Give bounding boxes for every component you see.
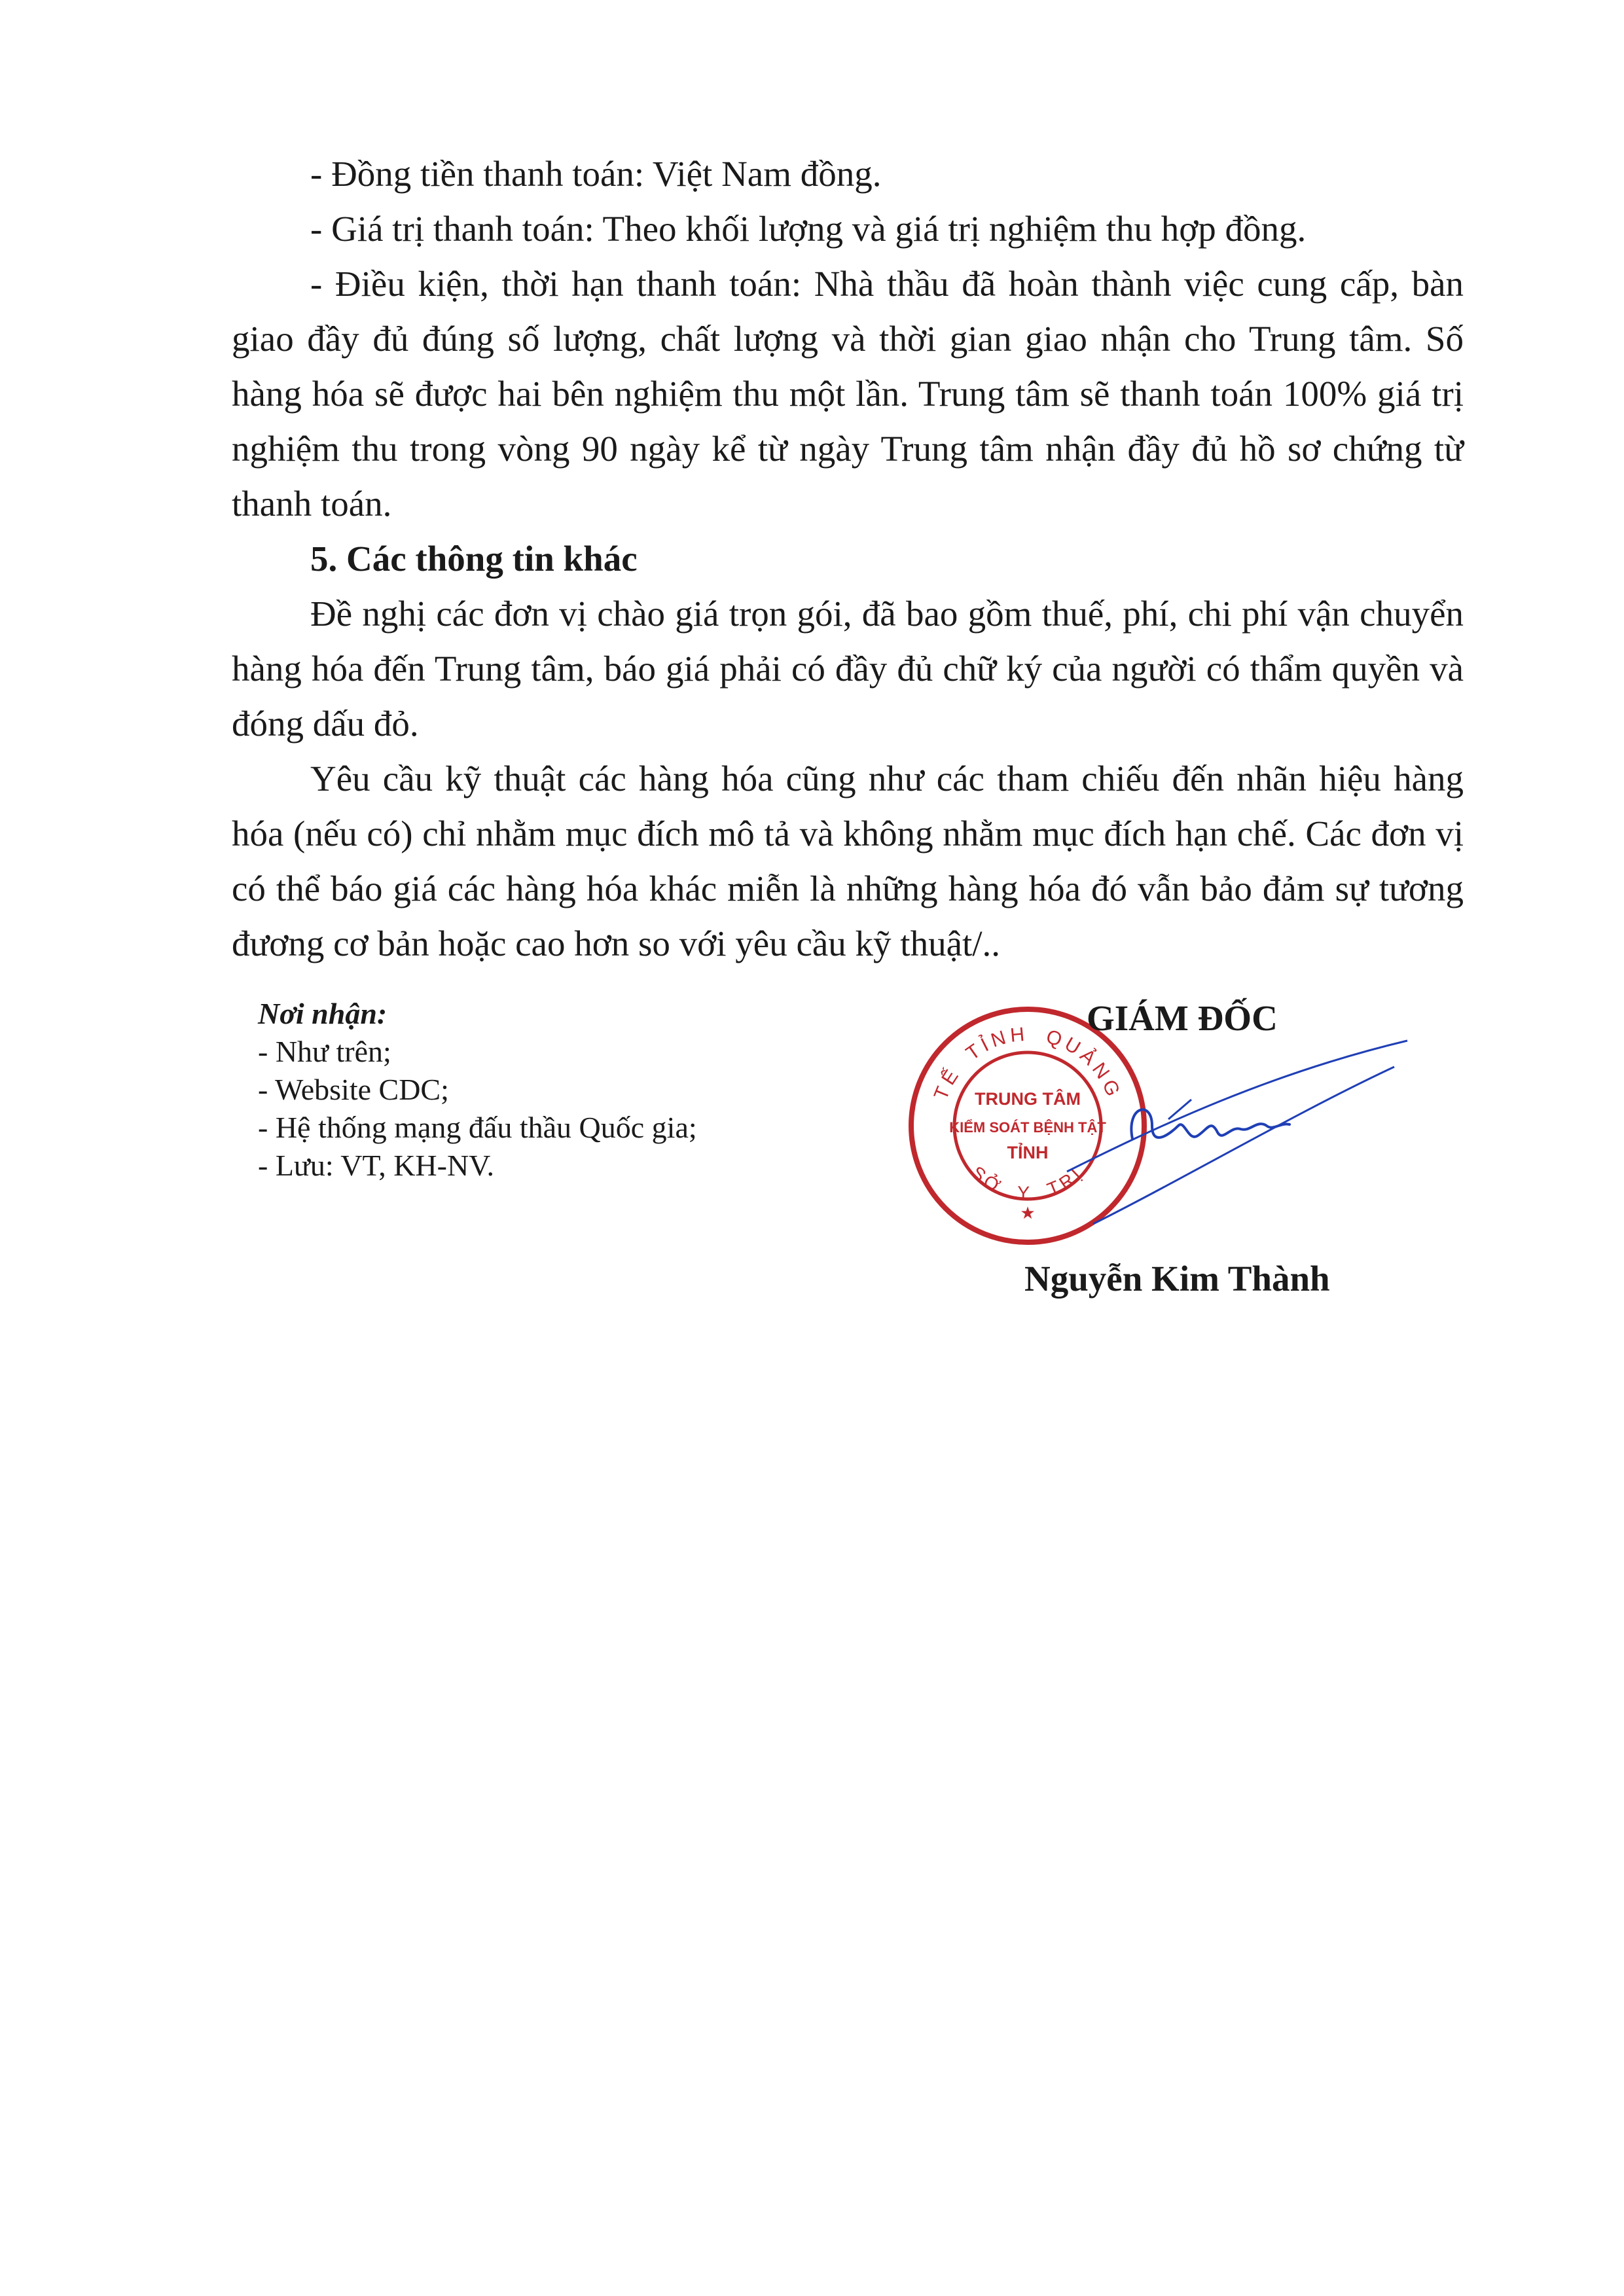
recipients-title: Nơi nhận:	[258, 997, 388, 1030]
stamp-ring-text-bottom: SỞ Y TRỊ	[967, 1162, 1089, 1204]
document-body	[232, 147, 1464, 971]
signature-block	[903, 988, 1427, 1329]
stamp-center-line-1: TRUNG TÂM	[975, 1089, 1081, 1109]
payment-value: - Giá trị thanh toán: Theo khối lượng và giá trị nghiệm thu hợp đồng.	[310, 209, 1307, 249]
payment-currency: - Đồng tiền thanh toán: Việt Nam đồng.	[310, 154, 882, 194]
stamp-center-line-3: TỈNH	[1007, 1143, 1049, 1162]
recipient-item: - Lưu: VT, KH-NV.	[258, 1149, 494, 1182]
signer-position: GIÁM ĐỐC	[1087, 998, 1278, 1038]
other-info-paragraph-2: Yêu cầu kỹ thuật các hàng hóa cũng như các tham chiếu đến nhãn hiệu hàng hóa (nếu có) chỉ nhằm mục đích mô tả và không nhằm mục đích hạn chế. Các đơn vị có thể báo giá các hàng hóa khác miễn là những hàng hóa đó vẫn bảo đảm sự tương đương cơ bản hoặc cao hơn so với yêu cầu kỹ thuật/..	[232, 759, 1464, 963]
other-info-paragraph-1: Đề nghị các đơn vị chào giá trọn gói, đã bao gồm thuế, phí, chi phí vận chuyển hàng hóa đến Trung tâm, báo giá phải có đầy đủ chữ ký của người có thẩm quyền và đóng dấu đỏ.	[232, 594, 1464, 744]
section-heading-other-info: 5. Các thông tin khác	[310, 539, 638, 579]
recipient-item: - Website CDC;	[258, 1073, 449, 1106]
stamp-center-line-2: KIỂM SOÁT BỆNH TẬT	[949, 1119, 1106, 1136]
recipient-item: - Hệ thống mạng đấu thầu Quốc gia;	[258, 1111, 697, 1144]
payment-conditions: - Điều kiện, thời hạn thanh toán: Nhà thầu đã hoàn thành việc cung cấp, bàn giao đầy đủ đúng số lượng, chất lượng và thời gian giao nhận cho Trung tâm. Số hàng hóa sẽ được hai bên nghiệm thu một lần. Trung tâm sẽ thanh toán 100% giá trị nghiệm thu trong vòng 90 ngày kể từ ngày Trung tâm nhận đầy đủ hồ sơ chứng từ thanh toán.	[232, 264, 1464, 524]
recipient-item: - Như trên;	[258, 1035, 391, 1068]
stamp-ring-text: TẾ TỈNH QUẢNG	[929, 1023, 1126, 1103]
signer-name: Nguyễn Kim Thành	[1024, 1259, 1330, 1299]
handwritten-signature	[1054, 1028, 1420, 1237]
recipients-block	[258, 995, 697, 1185]
star-icon: ★	[1020, 1204, 1036, 1223]
